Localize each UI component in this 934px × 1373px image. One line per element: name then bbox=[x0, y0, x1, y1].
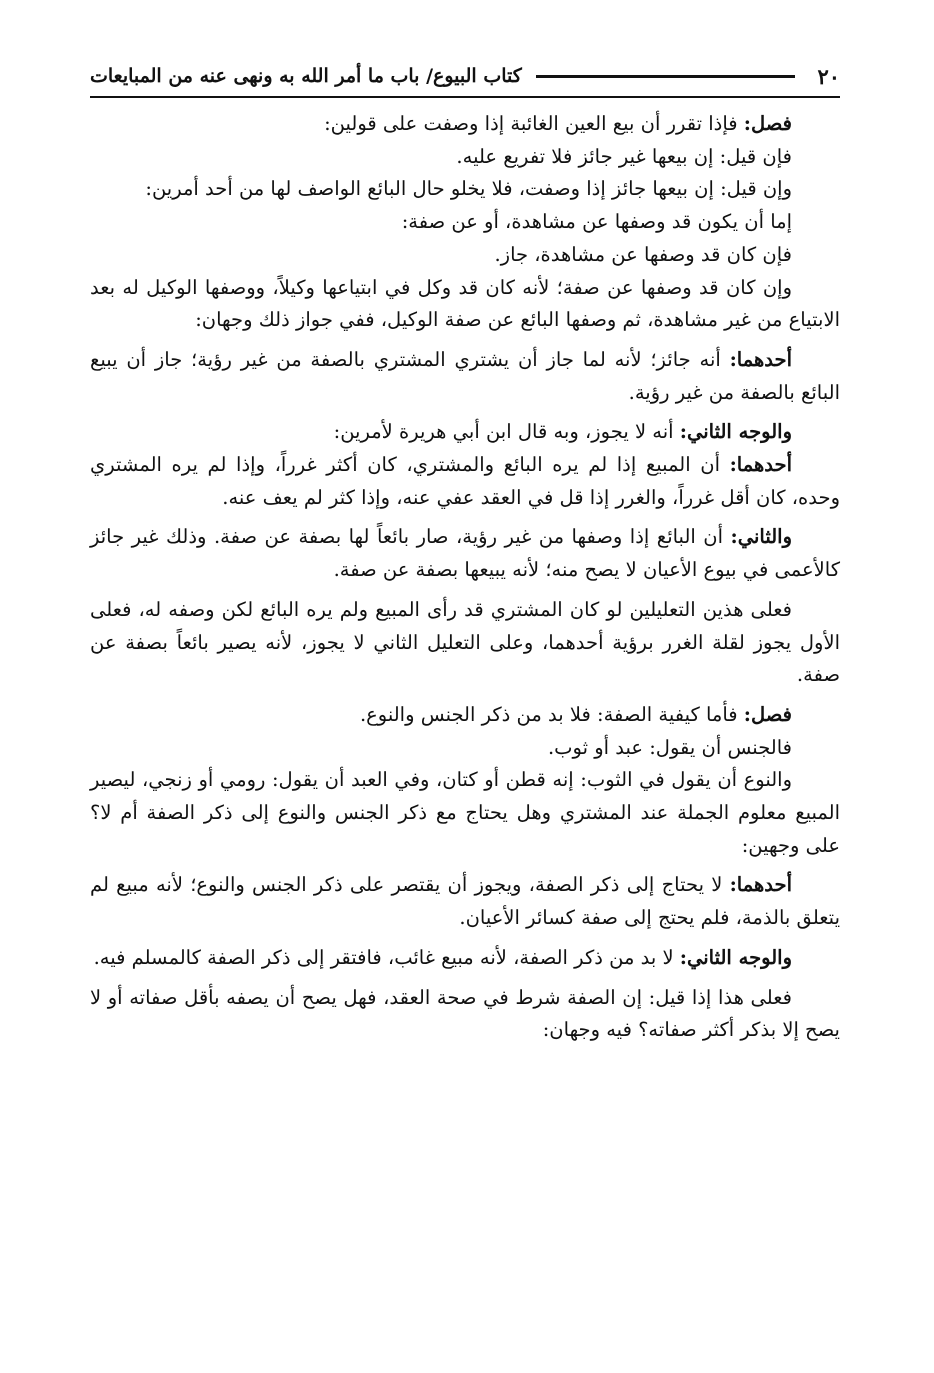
paragraph bbox=[90, 869, 840, 934]
paragraph bbox=[90, 344, 840, 409]
paragraph-text: وإن كان قد وصفها عن صفة؛ لأنه كان قد وكل في ابتياعها وكيلاً، ووصفها الوكيل له بعد الابتياع من غير مشاهدة، ثم وصفها البائع عن صفة الوكيل، ففي جواز ذلك وجهان: bbox=[90, 275, 840, 332]
paragraph-text: أن المبيع إذا لم يره البائع والمشتري، كان أكثر غرراً، وإذا لم يره المشتري وحده، كان أقل غرراً، والغرر إذا قل في العقد عفي عنه، وإذا كثر لم يعف عنه. bbox=[90, 453, 840, 509]
paragraph bbox=[90, 239, 840, 272]
paragraph-text: فإن قيل: إن بيعها غير جائز فلا تفريع عليه. bbox=[456, 144, 792, 168]
paragraph-lead: والثاني: bbox=[730, 525, 792, 549]
paragraph bbox=[90, 764, 840, 862]
paragraph-text: فعلى هذا إذا قيل: إن الصفة شرط في صحة العقد، فهل يصح أن يصفه بأقل صفاته أو لا يصح إلا بذكر أكثر صفاته؟ فيه وجهان: bbox=[90, 985, 840, 1042]
paragraph-text: أن البائع إذا وصفها من غير رؤية، صار بائعاً لها بصفة عن صفة. وذلك غير جائز كالأعمى في بيوع الأعيان لا يصح منه؛ لأنه يبيعها بصفة عن صفة. bbox=[90, 525, 840, 582]
paragraph-lead: أحدهما: bbox=[729, 873, 792, 897]
paragraph-lead: والوجه الثاني: bbox=[679, 945, 792, 969]
paragraph-text: لا يحتاج إلى ذكر الصفة، ويجوز أن يقتصر على ذكر الجنس والنوع؛ لأنه مبيع لم يتعلق بالذمة، فلم يحتج إلى صفة كسائر الأعيان. bbox=[90, 873, 840, 930]
page-header bbox=[90, 56, 840, 98]
body-text bbox=[90, 108, 840, 1047]
paragraph bbox=[90, 206, 840, 239]
paragraph bbox=[90, 272, 840, 337]
paragraph-text: أنه لا يجوز، وبه قال ابن أبي هريرة لأمرين: bbox=[333, 420, 680, 444]
paragraph-lead: أحدهما: bbox=[729, 453, 792, 477]
paragraph bbox=[90, 141, 840, 174]
paragraph bbox=[90, 732, 840, 765]
paragraph-lead: والوجه الثاني: bbox=[679, 420, 792, 444]
paragraph-text: وإن قيل: إن بيعها جائز إذا وصفت، فلا يخلو حال البائع الواصف لها من أحد أمرين: bbox=[145, 177, 792, 201]
paragraph bbox=[90, 449, 840, 514]
paragraph bbox=[90, 699, 840, 732]
paragraph-text: فإن كان قد وصفها عن مشاهدة، جاز. bbox=[494, 242, 792, 266]
page-number: ٢٠ bbox=[817, 63, 840, 89]
paragraph bbox=[90, 173, 840, 206]
paragraph-text: فالجنس أن يقول: عبد أو ثوب. bbox=[547, 735, 792, 759]
paragraph-text: فإذا تقرر أن بيع العين الغائبة إذا وصفت على قولين: bbox=[324, 112, 744, 135]
paragraph bbox=[90, 416, 840, 449]
paragraph-text: لا بد من ذكر الصفة، لأنه مبيع غائب، فافتقر إلى ذكر الصفة كالمسلم فيه. bbox=[93, 945, 680, 969]
paragraph-text: والنوع أن يقول في الثوب: إنه قطن أو كتان، وفي العبد أن يقول: رومي أو زنجي، ليصير المبيع معلوم الجملة عند المشتري وهل يحتاج مع ذكر الجنس والنوع إلى ذكر الصفة أم لا؟ على وجهين: bbox=[90, 768, 840, 857]
paragraph-text: فأما كيفية الصفة: فلا بد من ذكر الجنس والنوع. bbox=[359, 702, 744, 726]
paragraph bbox=[90, 594, 840, 692]
paragraph-lead: فصل: bbox=[743, 702, 792, 726]
paragraph-lead: فصل: bbox=[743, 112, 792, 135]
paragraph-text: إما أن يكون قد وصفها عن مشاهدة، أو عن صفة: bbox=[401, 210, 792, 234]
paragraph-text: فعلى هذين التعليلين لو كان المشتري قد رأى المبيع ولم يره البائع لكن وصفه له، فعلى الأول يجوز لقلة الغرر برؤية أحدهما، وعلى التعليل الثاني لا يجوز، لأنه يصير بائعاً بصفة عن صفة. bbox=[90, 597, 840, 687]
paragraph bbox=[90, 521, 840, 586]
paragraph bbox=[90, 982, 840, 1047]
paragraph-lead: أحدهما: bbox=[729, 347, 792, 371]
running-title: كتاب البيوع/ باب ما أمر الله به ونهى عنه من المبايعات bbox=[90, 65, 522, 87]
paragraph bbox=[90, 108, 840, 141]
paragraph-text: أنه جائز؛ لأنه لما جاز أن يشتري المشتري بالصفة من غير رؤية؛ جاز أن يبيع البائع بالصفة من غير رؤية. bbox=[90, 347, 840, 404]
paragraph bbox=[90, 942, 840, 975]
header-rule bbox=[536, 75, 796, 78]
